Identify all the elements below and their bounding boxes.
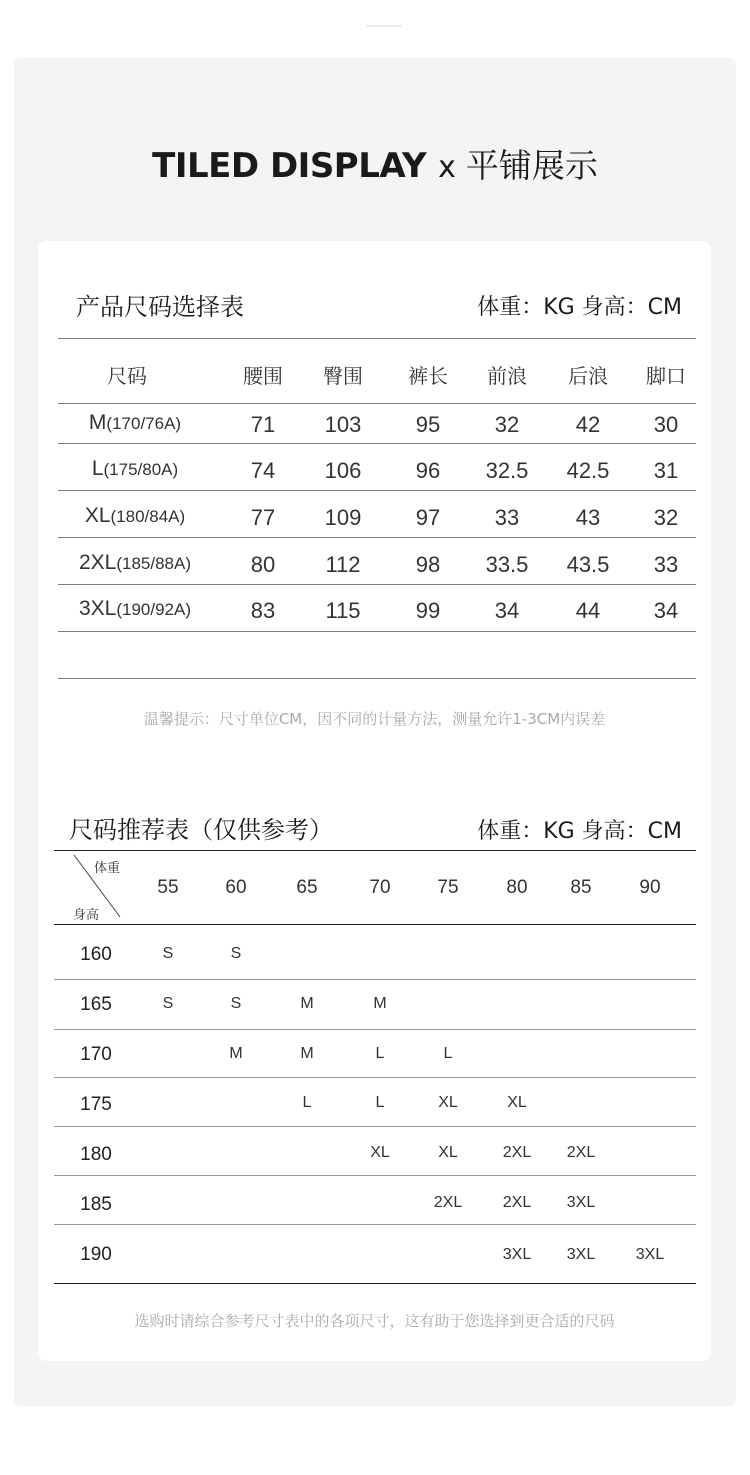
- size-value: 33: [653, 552, 679, 577]
- size-spec: (185/88A): [116, 554, 192, 573]
- height-label: 190: [80, 1244, 112, 1265]
- hero-title: [0, 140, 750, 187]
- size-col-header: 尺码: [107, 364, 147, 388]
- table-rule: [58, 338, 696, 339]
- size-value: 43: [575, 505, 601, 530]
- height-label: 165: [80, 994, 112, 1015]
- size-value: 44: [575, 598, 601, 623]
- rec-size-cell: 3XL: [566, 1246, 596, 1263]
- height-label: 175: [80, 1094, 112, 1115]
- size-value: 74: [250, 458, 276, 483]
- size-col-header: 臀围: [323, 364, 363, 388]
- size-code: XL: [84, 504, 111, 527]
- weight-header: 75: [437, 877, 459, 898]
- size-label: [89, 411, 181, 435]
- table-rule: [58, 443, 696, 444]
- rec-size-cell: 2XL: [433, 1194, 463, 1211]
- rec-size-cell: S: [230, 995, 242, 1012]
- size-value: 106: [324, 458, 362, 483]
- size-value: 96: [415, 458, 441, 483]
- rec-size-cell: S: [162, 945, 174, 962]
- size-card: [38, 241, 711, 1361]
- size-col-header: 后浪: [568, 364, 608, 388]
- table-rule: [58, 537, 696, 538]
- rec-size-cell: M: [300, 1045, 314, 1062]
- rec-size-cell: M: [373, 995, 387, 1012]
- size-value: 71: [250, 412, 276, 437]
- table-rule: [54, 1077, 696, 1078]
- size-code: M: [88, 411, 107, 434]
- weight-header: 60: [225, 877, 247, 898]
- table-rule: [54, 1029, 696, 1030]
- size-label: [79, 597, 191, 621]
- weight-header: 90: [639, 877, 661, 898]
- rec-size-cell: M: [300, 995, 314, 1012]
- weight-header: 70: [369, 877, 391, 898]
- size-table-units: 体重：KG 身高：CM: [477, 295, 682, 320]
- size-col-header: 前浪: [487, 364, 527, 388]
- size-value: 33.5: [485, 552, 529, 577]
- size-value: 99: [415, 598, 441, 623]
- rec-size-cell: 2XL: [502, 1194, 532, 1211]
- size-value: 34: [494, 598, 520, 623]
- size-col-header: 腰围: [243, 364, 283, 388]
- size-spec: (175/80A): [103, 460, 179, 479]
- size-value: 103: [324, 412, 362, 437]
- size-label: [85, 504, 185, 528]
- rec-table-units: 体重：KG 身高：CM: [477, 819, 682, 844]
- size-code: L: [91, 457, 104, 480]
- size-value: 32: [494, 412, 520, 437]
- size-value: 34: [653, 598, 679, 623]
- table-rule: [54, 1224, 696, 1225]
- size-code: 2XL: [78, 551, 117, 574]
- rec-size-cell: S: [162, 995, 174, 1012]
- rec-size-cell: 2XL: [566, 1144, 596, 1161]
- top-divider: [366, 25, 402, 27]
- size-code: 3XL: [78, 597, 117, 620]
- table-rule: [58, 678, 696, 679]
- size-value: 31: [653, 458, 679, 483]
- weight-header: 65: [296, 877, 318, 898]
- rec-size-cell: M: [229, 1045, 243, 1062]
- table-rule: [54, 1283, 696, 1284]
- rec-size-cell: XL: [438, 1144, 458, 1161]
- size-spec: (170/76A): [106, 414, 182, 433]
- size-value: 77: [250, 505, 276, 530]
- rec-table-title: 尺码推荐表（仅供参考）: [69, 816, 333, 844]
- table-rule: [54, 1175, 696, 1176]
- size-value: 43.5: [566, 552, 610, 577]
- rec-size-cell: XL: [370, 1144, 390, 1161]
- size-value: 83: [250, 598, 276, 623]
- size-value: 30: [653, 412, 679, 437]
- corner-weight-label: 体重: [94, 861, 121, 876]
- size-value: 42.5: [566, 458, 610, 483]
- table-rule: [58, 403, 696, 404]
- size-value: 42: [575, 412, 601, 437]
- size-label: [92, 457, 178, 481]
- table-rule: [58, 631, 696, 632]
- rec-size-cell: 3XL: [635, 1246, 665, 1263]
- size-col-header: 脚口: [646, 364, 686, 388]
- rec-size-cell: XL: [438, 1094, 458, 1111]
- size-value: 97: [415, 505, 441, 530]
- table-rule: [54, 924, 696, 925]
- table-rule: [54, 1126, 696, 1127]
- size-value: 112: [325, 552, 361, 577]
- size-value: 115: [325, 598, 361, 623]
- size-value: 32: [653, 505, 679, 530]
- rec-size-cell: L: [375, 1045, 385, 1062]
- rec-size-cell: 3XL: [566, 1194, 596, 1211]
- table-rule: [54, 850, 696, 851]
- size-value: 109: [324, 505, 362, 530]
- height-label: 160: [80, 944, 112, 965]
- size-value: 33: [494, 505, 520, 530]
- corner-height-label: 身高: [73, 908, 100, 923]
- size-col-header: 裤长: [408, 364, 448, 388]
- weight-header: 55: [157, 877, 179, 898]
- table-rule: [54, 979, 696, 980]
- hero-title-cn: 平铺展示: [465, 146, 598, 185]
- rec-size-cell: L: [375, 1094, 385, 1111]
- weight-header: 80: [506, 877, 528, 898]
- size-value: 98: [415, 552, 441, 577]
- size-spec: (180/84A): [110, 507, 186, 526]
- table-rule: [58, 490, 696, 491]
- rec-size-cell: L: [443, 1045, 453, 1062]
- rec-size-cell: 2XL: [502, 1144, 532, 1161]
- size-value: 32.5: [485, 458, 529, 483]
- size-label: [79, 551, 191, 575]
- hero-title-separator: x: [438, 150, 456, 185]
- table-rule: [58, 584, 696, 585]
- hero-title-en: TILED DISPLAY: [152, 146, 427, 186]
- height-label: 170: [80, 1044, 112, 1065]
- weight-header: 85: [570, 877, 592, 898]
- rec-size-cell: S: [230, 945, 242, 962]
- rec-size-cell: 3XL: [502, 1246, 532, 1263]
- rec-size-cell: XL: [507, 1094, 527, 1111]
- size-value: 80: [250, 552, 276, 577]
- size-value: 95: [415, 412, 441, 437]
- size-table-title: 产品尺码选择表: [76, 293, 244, 321]
- rec-size-cell: L: [302, 1094, 312, 1111]
- size-spec: (190/92A): [116, 600, 192, 619]
- rec-table-tip: 选购时请综合参考尺寸表中的各项尺寸，这有助于您选择到更合适的尺码: [134, 1312, 615, 1330]
- height-label: 180: [80, 1144, 112, 1165]
- height-label: 185: [80, 1194, 112, 1215]
- size-table-tip: 温馨提示：尺寸单位CM，因不同的计量方法，测量允许1-3CM内误差: [143, 710, 606, 728]
